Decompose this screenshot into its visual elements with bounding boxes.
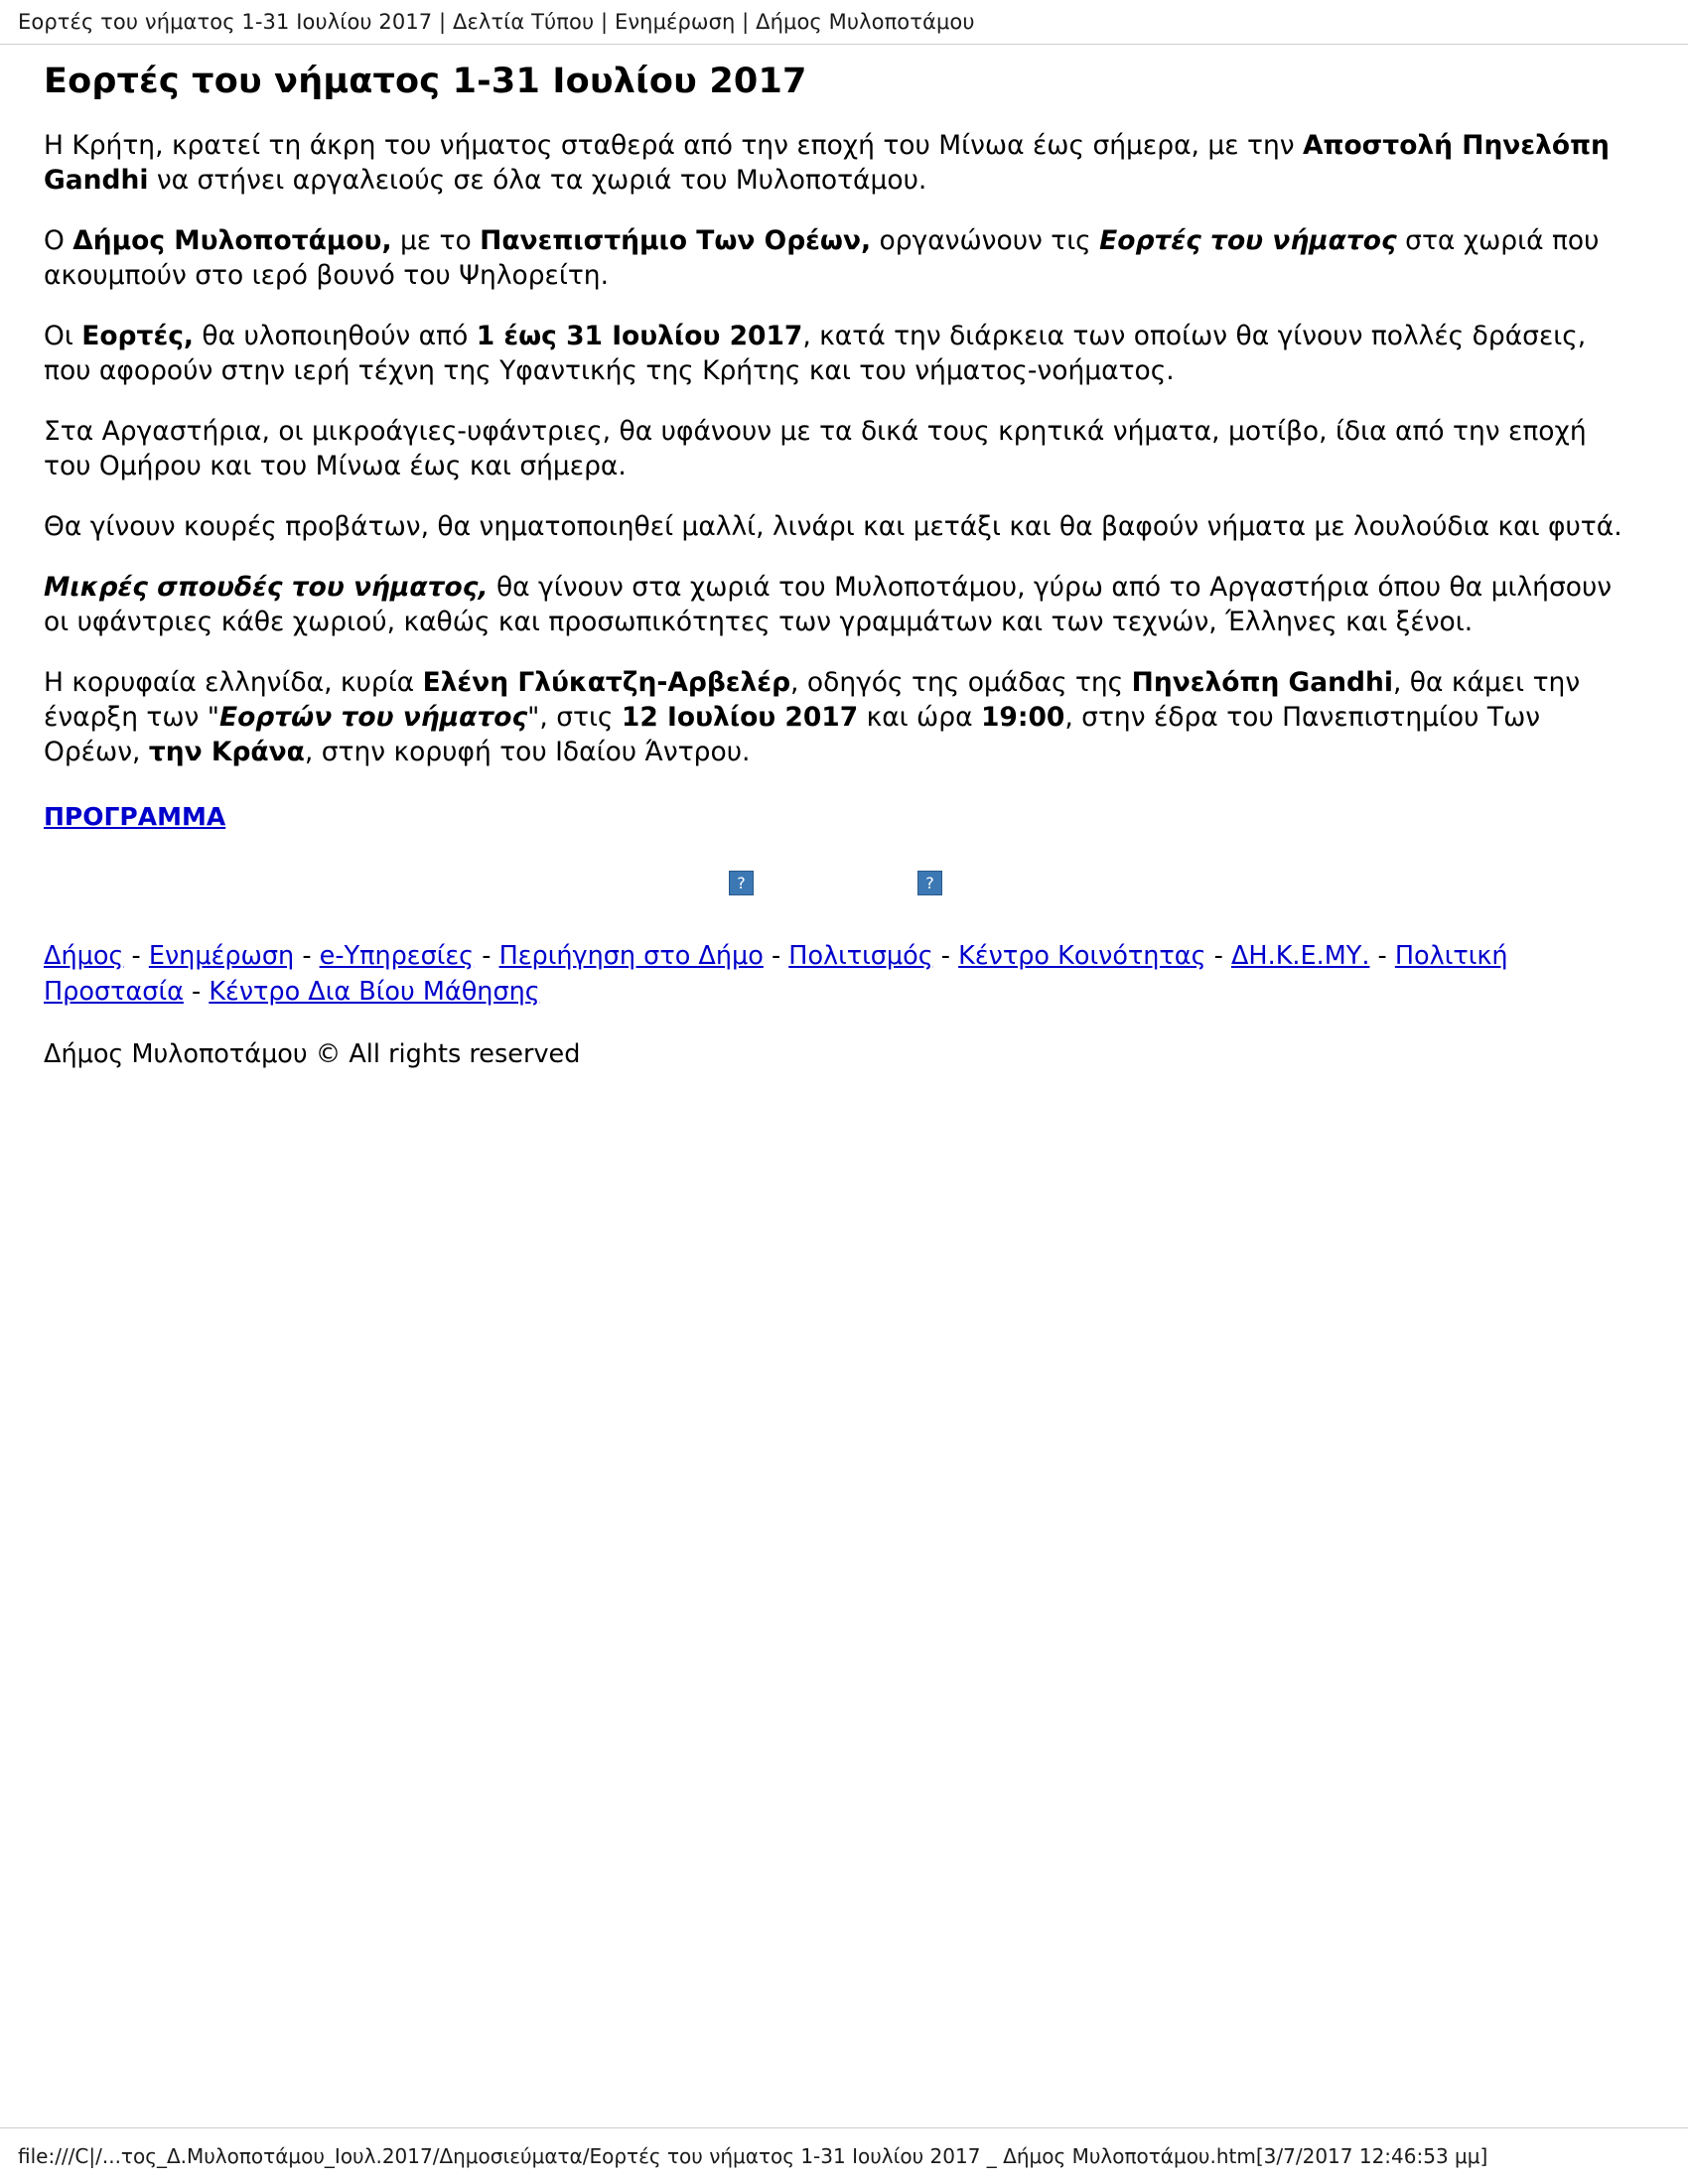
p2-text-g: στα χωριά που ακουμπούν στο ιερό βουνό του Ψηλορείτη. bbox=[44, 224, 1600, 291]
p7-bold-d: Πηνελόπη Gandhi bbox=[1131, 666, 1393, 698]
footer-link-e-ypiresies[interactable]: e-Υπηρεσίες bbox=[319, 940, 475, 971]
footer-link-politiki-prostasia[interactable]: Πολιτική Προστασία bbox=[44, 940, 1508, 1007]
p2-bold-d: Πανεπιστήμιο Των Ορέων, bbox=[480, 224, 872, 256]
p3-bold-b: Εορτές, bbox=[81, 320, 194, 351]
p7-text-a: Η κορυφαία ελληνίδα, κυρία bbox=[44, 666, 423, 698]
header-divider bbox=[0, 44, 1688, 45]
footer-link-enimerosi[interactable]: Ενημέρωση bbox=[148, 940, 295, 971]
p7-bold-j: 19:00 bbox=[980, 701, 1065, 733]
copyright-text: Δήμος Μυλοποτάμου © All rights reserved bbox=[44, 1038, 581, 1069]
paragraph-5: Θα γίνουν κουρές προβάτων, θα νηματοποιηθεί μαλλί, λινάρι και μετάξι και θα βαφούν νήματα με λουλούδια και φυτά. bbox=[44, 510, 1622, 542]
footer-sep-7: - bbox=[1369, 940, 1395, 971]
p7-text-k: , στην έδρα του Πανεπιστημίου Των Ορέων, bbox=[44, 701, 1541, 767]
p1-bold-b: Αποστολή Πηνελόπη Gandhi bbox=[44, 130, 1610, 196]
p7-text-i: και ώρα bbox=[858, 701, 981, 733]
paragraph-6 bbox=[44, 571, 1632, 640]
footer-link-dikemy[interactable]: ΔΗ.Κ.Ε.ΜΥ. bbox=[1230, 940, 1370, 971]
paragraph-3 bbox=[44, 320, 1632, 389]
p2-bolditalic-f: Εορτές του νήματος bbox=[1099, 224, 1397, 256]
broken-image-placeholder-1: ? bbox=[729, 871, 754, 895]
footer-link-politismos[interactable]: Πολιτισμός bbox=[788, 940, 933, 971]
footer-link-dimos[interactable]: Δήμος bbox=[44, 940, 124, 971]
footer-sep-2: - bbox=[294, 940, 320, 971]
p1-text-c: να στήνει αργαλειούς σε όλα τα χωριά του Μυλοποτάμου. bbox=[148, 164, 927, 196]
p7-bold-l: την Κράνα bbox=[148, 736, 305, 767]
footer-sep-4: - bbox=[763, 940, 789, 971]
program-link[interactable]: ΠΡΟΓΡΑΜΜΑ bbox=[44, 801, 226, 831]
footer-sep-8: - bbox=[183, 976, 210, 1007]
footer-sep-3: - bbox=[474, 940, 499, 971]
p7-bolditalic-f: Εορτών του νήματος bbox=[218, 701, 528, 733]
p1-text-a: Η Κρήτη, κρατεί τη άκρη του νήματος σταθερά από την εποχή του Μίνωα έως σήμερα, με την bbox=[44, 130, 1303, 161]
footer-link-dia-viou-mathisis[interactable]: Κέντρο Δια Βίου Μάθησης bbox=[209, 976, 540, 1007]
p2-text-e: οργανώνουν τις bbox=[871, 224, 1100, 256]
p6-text-b: θα γίνουν στα χωριά του Μυλοποτάμου, γύρω από το Αργαστήρια όπου θα μιλήσουν οι υφάντριες κάθε χωριού, καθώς και προσωπικότητες των γραμμάτων και των τεχνών, Έλληνες και ξένοι. bbox=[44, 571, 1613, 637]
p2-text-a: Ο bbox=[44, 224, 73, 256]
p2-text-c: με το bbox=[391, 224, 481, 256]
p7-text-e: , θα κάμει την έναρξη των " bbox=[44, 666, 1581, 733]
p7-text-c: , οδηγός της ομάδας της bbox=[790, 666, 1132, 698]
p7-text-g: ", στις bbox=[527, 701, 622, 733]
paragraph-4: Στα Αργαστήρια, οι μικροάγιες-υφάντριες, θα υφάνουν με τα δικά τους κρητικά νήματα, μοτίβο, ίδια από την εποχή του Ομήρου και του Μίνωα έως και σήμερα. bbox=[44, 415, 1587, 481]
p7-bold-h: 12 Ιουλίου 2017 bbox=[621, 701, 859, 733]
footer-navigation bbox=[44, 938, 1593, 1010]
p2-bold-b: Δήμος Μυλοποτάμου, bbox=[72, 224, 392, 256]
p7-bold-b: Ελένη Γλύκατζη-Αρβελέρ bbox=[422, 666, 791, 698]
broken-image-placeholder-2: ? bbox=[917, 871, 942, 895]
p3-text-a: Οι bbox=[44, 320, 82, 351]
page-title: Εορτές του νήματος 1-31 Ιουλίου 2017 bbox=[44, 62, 807, 101]
browser-page-title: Εορτές του νήματος 1-31 Ιουλίου 2017 | Δελτία Τύπου | Ενημέρωση | Δήμος Μυλοποτάμου bbox=[18, 10, 975, 34]
paragraph-1 bbox=[44, 129, 1632, 199]
p3-text-c: θα υλοποιηθούν από bbox=[193, 320, 477, 351]
paragraph-7 bbox=[44, 666, 1632, 770]
footer-link-kentro-koinotitas[interactable]: Κέντρο Κοινότητας bbox=[958, 940, 1206, 971]
footer-link-periigisi[interactable]: Περιήγηση στο Δήμο bbox=[498, 940, 764, 971]
broken-image-row bbox=[44, 871, 1632, 916]
p6-bolditalic-a: Μικρές σπουδές του νήματος, bbox=[44, 571, 489, 603]
footer-sep-5: - bbox=[932, 940, 959, 971]
footer-sep-6: - bbox=[1205, 940, 1231, 971]
footer-sep-1: - bbox=[123, 940, 149, 971]
p3-bold-d: 1 έως 31 Ιουλίου 2017 bbox=[476, 320, 803, 351]
p3-text-e: , κατά την διάρκεια των οποίων θα γίνουν πολλές δράσεις, που αφορούν στην ιερή τέχνη της Υφαντικής της Κρήτης και του νήματος-νοήματος. bbox=[44, 320, 1587, 386]
browser-file-path: file:///C|/...τος_Δ.Μυλοποτάμου_Ιουλ.2017/Δημοσιεύματα/Εορτές του νήματος 1-31 Ιουλίου 2017 _ Δήμος Μυλοποτάμου.htm[3/7/2017 12:46:53 μμ] bbox=[18, 2144, 1488, 2168]
paragraph-2 bbox=[44, 224, 1632, 294]
footer-divider bbox=[0, 2127, 1688, 2128]
article-content bbox=[44, 62, 1632, 1069]
p7-text-m: , στην κορυφή του Ιδαίου Άντρου. bbox=[304, 736, 751, 767]
